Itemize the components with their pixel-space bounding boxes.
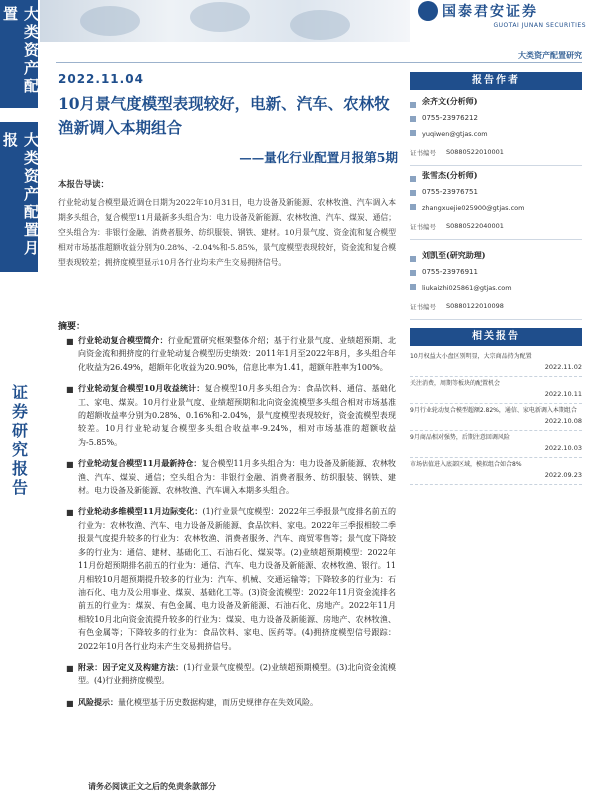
banner-deco-shape (290, 10, 350, 40)
author-cert: S0880522040001 (446, 222, 504, 230)
logo-name-cn: 国泰君安证券 (442, 4, 538, 20)
author-phone: 0755-23976911 (422, 268, 478, 276)
abstract-point (66, 334, 396, 374)
square-bullet-icon: ■ (66, 460, 74, 470)
related-report-date: 2022.10.08 (544, 417, 582, 425)
author-name: 张雪杰(分析师) (422, 170, 478, 180)
square-bullet-icon: ■ (66, 508, 74, 518)
author-card (410, 170, 582, 240)
related-reports-list (410, 350, 582, 485)
author-email[interactable]: liukaizhi025861@gtjas.com (422, 284, 512, 292)
author-cert: S0880122010098 (446, 302, 504, 310)
author-card (410, 96, 582, 166)
banner-deco-shape (80, 6, 140, 36)
related-report-date: 2022.10.03 (544, 444, 582, 452)
phone-icon (410, 116, 416, 122)
sidebar-doc-type-text: 证券研究报告 (9, 384, 29, 498)
contact-icons (410, 172, 418, 228)
author-email[interactable]: zhangxuejie025900@gtjas.com (422, 204, 525, 212)
author-card (410, 250, 582, 320)
sidebar-report-type-text: 大类资产配置月报 (1, 132, 40, 258)
related-report-title[interactable]: 9月商品相对强势，后期注意回调风险 (410, 434, 510, 441)
related-report-item[interactable] (410, 431, 582, 458)
abstract-point (66, 505, 396, 652)
mail-icon (410, 284, 416, 290)
point-lead: 行业轮动复合模型10月收益统计： (78, 383, 205, 394)
banner-deco-shape (190, 2, 250, 32)
author-phone: 0755-23976212 (422, 114, 478, 122)
abstract-points (66, 334, 396, 717)
report-date: 2022.11.04 (58, 72, 144, 86)
sidebar-report-type-block (0, 122, 38, 272)
abstract-heading: 摘要： (58, 322, 86, 332)
author-phone: 0755-23976751 (422, 188, 478, 196)
person-icon (410, 102, 416, 108)
person-icon (410, 256, 416, 262)
abstract-point (66, 696, 396, 709)
related-report-item[interactable] (410, 377, 582, 404)
square-bullet-icon: ■ (66, 663, 74, 673)
abstract-point (66, 661, 396, 688)
point-text: 量化模型基于历史数据构建，而历史规律存在失效风险。 (118, 697, 318, 707)
point-lead: 风险提示： (78, 696, 118, 707)
square-bullet-icon: ■ (66, 385, 74, 395)
point-text: (1)行业景气度模型：2022年三季报景气度排名前五的行业为：农林牧渔、汽车、电力设备及新能源、食品饮料、家电。2022年三季报相较二季报景气度提升较多的行业为：农林牧渔、消费者服务、汽车、商贸零售等；景气度下降较多的行业为：通信、建材、基础化工、石油石化、煤炭等。(2)业绩超预期模型：2022年11月份超预期排名前五的行业为：通信、汽车、电力设备及新能源、农林牧渔、银行。11月相较10月超预期提升较多的行业为：汽车、机械、交通运输等；下降较多的行业为：石油石化、电力及公用事业、煤炭、基础化工等。(3)资金流模型：2022年11月资金流排名前五的行业为：煤炭、有色金属、电力设备及新能源、石油石化、房地产。2022年11月相较10月北向资金流提升较多的行业为：煤炭、电力设备及新能源、房地产、农林牧渔、有色金属等；下降较多的行业为：食品饮料、家电、医药等。(4)拥挤度模型信号跟踪：2022年10月各行业均未产生交易拥挤信号。 (78, 507, 396, 651)
related-report-item[interactable] (410, 350, 582, 377)
point-lead: 行业轮动复合模型简介： (78, 335, 168, 345)
author-name: 刘凯至(研究助理) (422, 250, 486, 260)
person-icon (410, 176, 416, 182)
banner-graphic (40, 0, 410, 42)
logo-name-en: GUOTAI JUNAN SECURITIES (493, 22, 586, 29)
related-report-date: 2022.10.11 (544, 390, 582, 398)
related-report-title[interactable]: 关注消费，周期等板块的配置机会 (410, 380, 501, 387)
related-report-date: 2022.11.02 (544, 363, 582, 371)
top-banner (0, 0, 600, 42)
related-report-item[interactable] (410, 458, 582, 485)
guide-heading: 本报告导读： (58, 180, 110, 190)
authors-heading: 报告作者 (410, 72, 582, 90)
author-email[interactable]: yuqiwen@gtjas.com (422, 130, 488, 138)
abstract-point (66, 382, 396, 449)
report-title: 10月景气度模型表现较好，电新、汽车、农林牧渔新调入本期组合 (58, 94, 390, 137)
report-guide (58, 178, 396, 270)
report-subtitle: ——量化行业配置月报第5期 (239, 150, 398, 165)
cert-label: 证书编号 (410, 149, 436, 157)
sidebar-category-text: 大类资产配置 (1, 6, 40, 96)
left-sidebar (0, 0, 38, 800)
guide-text: 行业轮动复合模型最近调仓日期为2022年10月31日，电力设备及新能源、农林牧渔、汽车调入本期多头组合，复合模型11月最新多头组合为：电力设备及新能源、农林牧渔、汽车、煤炭、通信；空头组合为：非银行金融、消费者服务、纺织服装、钢铁、建材。10月景气度、资金流和复合模型相对市场基准超额收益分别为0.28%、-2.04%和-5.85%，景气度模型表现较好，资金流和复合模型表现较差；拥挤度模型显示10月各行业均未产生交易拥挤信号。 (58, 198, 396, 267)
mail-icon (410, 204, 416, 210)
point-text: 复合模型11月多头组合为：电力设备及新能源、农林牧渔、汽车、煤炭、通信；空头组合为：非银行金融、消费者服务、纺织服装、钢铁、建材。电力设备及新能源、农林牧渔、汽车调入本期多头组合。 (78, 459, 396, 496)
phone-icon (410, 270, 416, 276)
author-name: 余齐文(分析师) (422, 96, 478, 106)
sidebar-category-block (0, 0, 38, 108)
square-bullet-icon: ■ (66, 698, 74, 708)
square-bullet-icon: ■ (66, 337, 74, 346)
related-reports-heading: 相关报告 (410, 328, 582, 346)
related-report-item[interactable] (410, 404, 582, 431)
point-text: 行业配置研究框架整体介绍；基于行业景气度、业绩超预期、北向资金流和拥挤度的行业轮动复合模型历史绩效：2011年1月至2022年8月，多头组合年化收益为26.49%，超额年化收益为20.90%，信息比率为1.41，超额年胜率为100%。 (78, 336, 397, 372)
disclaimer-note: 请务必阅读正文之后的免责条款部分 (88, 781, 216, 791)
cert-label: 证书编号 (410, 223, 436, 231)
contact-icons (410, 98, 418, 154)
report-category: 大类资产配置研究 (518, 50, 582, 60)
company-logo (410, 0, 600, 22)
point-lead: 行业轮动复合模型11月最新持仓： (78, 458, 202, 469)
mail-icon (410, 130, 416, 136)
logo-mark-icon (418, 1, 438, 21)
abstract-point (66, 457, 396, 497)
related-report-title[interactable]: 10月权益大小盘区别明显，大宗商品持为配置 (410, 353, 532, 360)
sidebar-doc-type-block (0, 384, 38, 514)
point-lead: 行业轮动多维模型11月边际变化： (78, 506, 203, 517)
point-text: 复合模型10月多头组合为：食品饮料、通信、基础化工、家电、煤炭。10月行业景气度、业绩超预期和北向资金流模型多头组合相对市场基准的超额收益率分别为0.28%、0.16%和-2.04%，景气度模型表现较好，资金流模型表现较差。10月行业轮动复合模型多头组合收益率-9.24%，相对市场基准的超额收益为-5.85%。 (78, 384, 396, 447)
point-text: (1)行业景气度模型。(2)业绩超预期模型。(3)北向资金流模型。(4)行业拥挤度模型。 (78, 662, 396, 686)
header-divider (56, 62, 582, 63)
phone-icon (410, 190, 416, 196)
cert-label: 证书编号 (410, 303, 436, 311)
related-report-title[interactable]: 市场估值进入底部区域，模拟组合如合8% (410, 461, 522, 468)
author-cert: S0880522010001 (446, 148, 504, 156)
contact-icons (410, 252, 418, 308)
related-report-date: 2022.09.23 (544, 471, 582, 479)
point-lead: 附录：因子定义及构建方法： (78, 661, 184, 672)
related-report-title[interactable]: 9月行业轮动复合模型超额2.82%，通信、家电新调入本期组合 (410, 407, 577, 414)
